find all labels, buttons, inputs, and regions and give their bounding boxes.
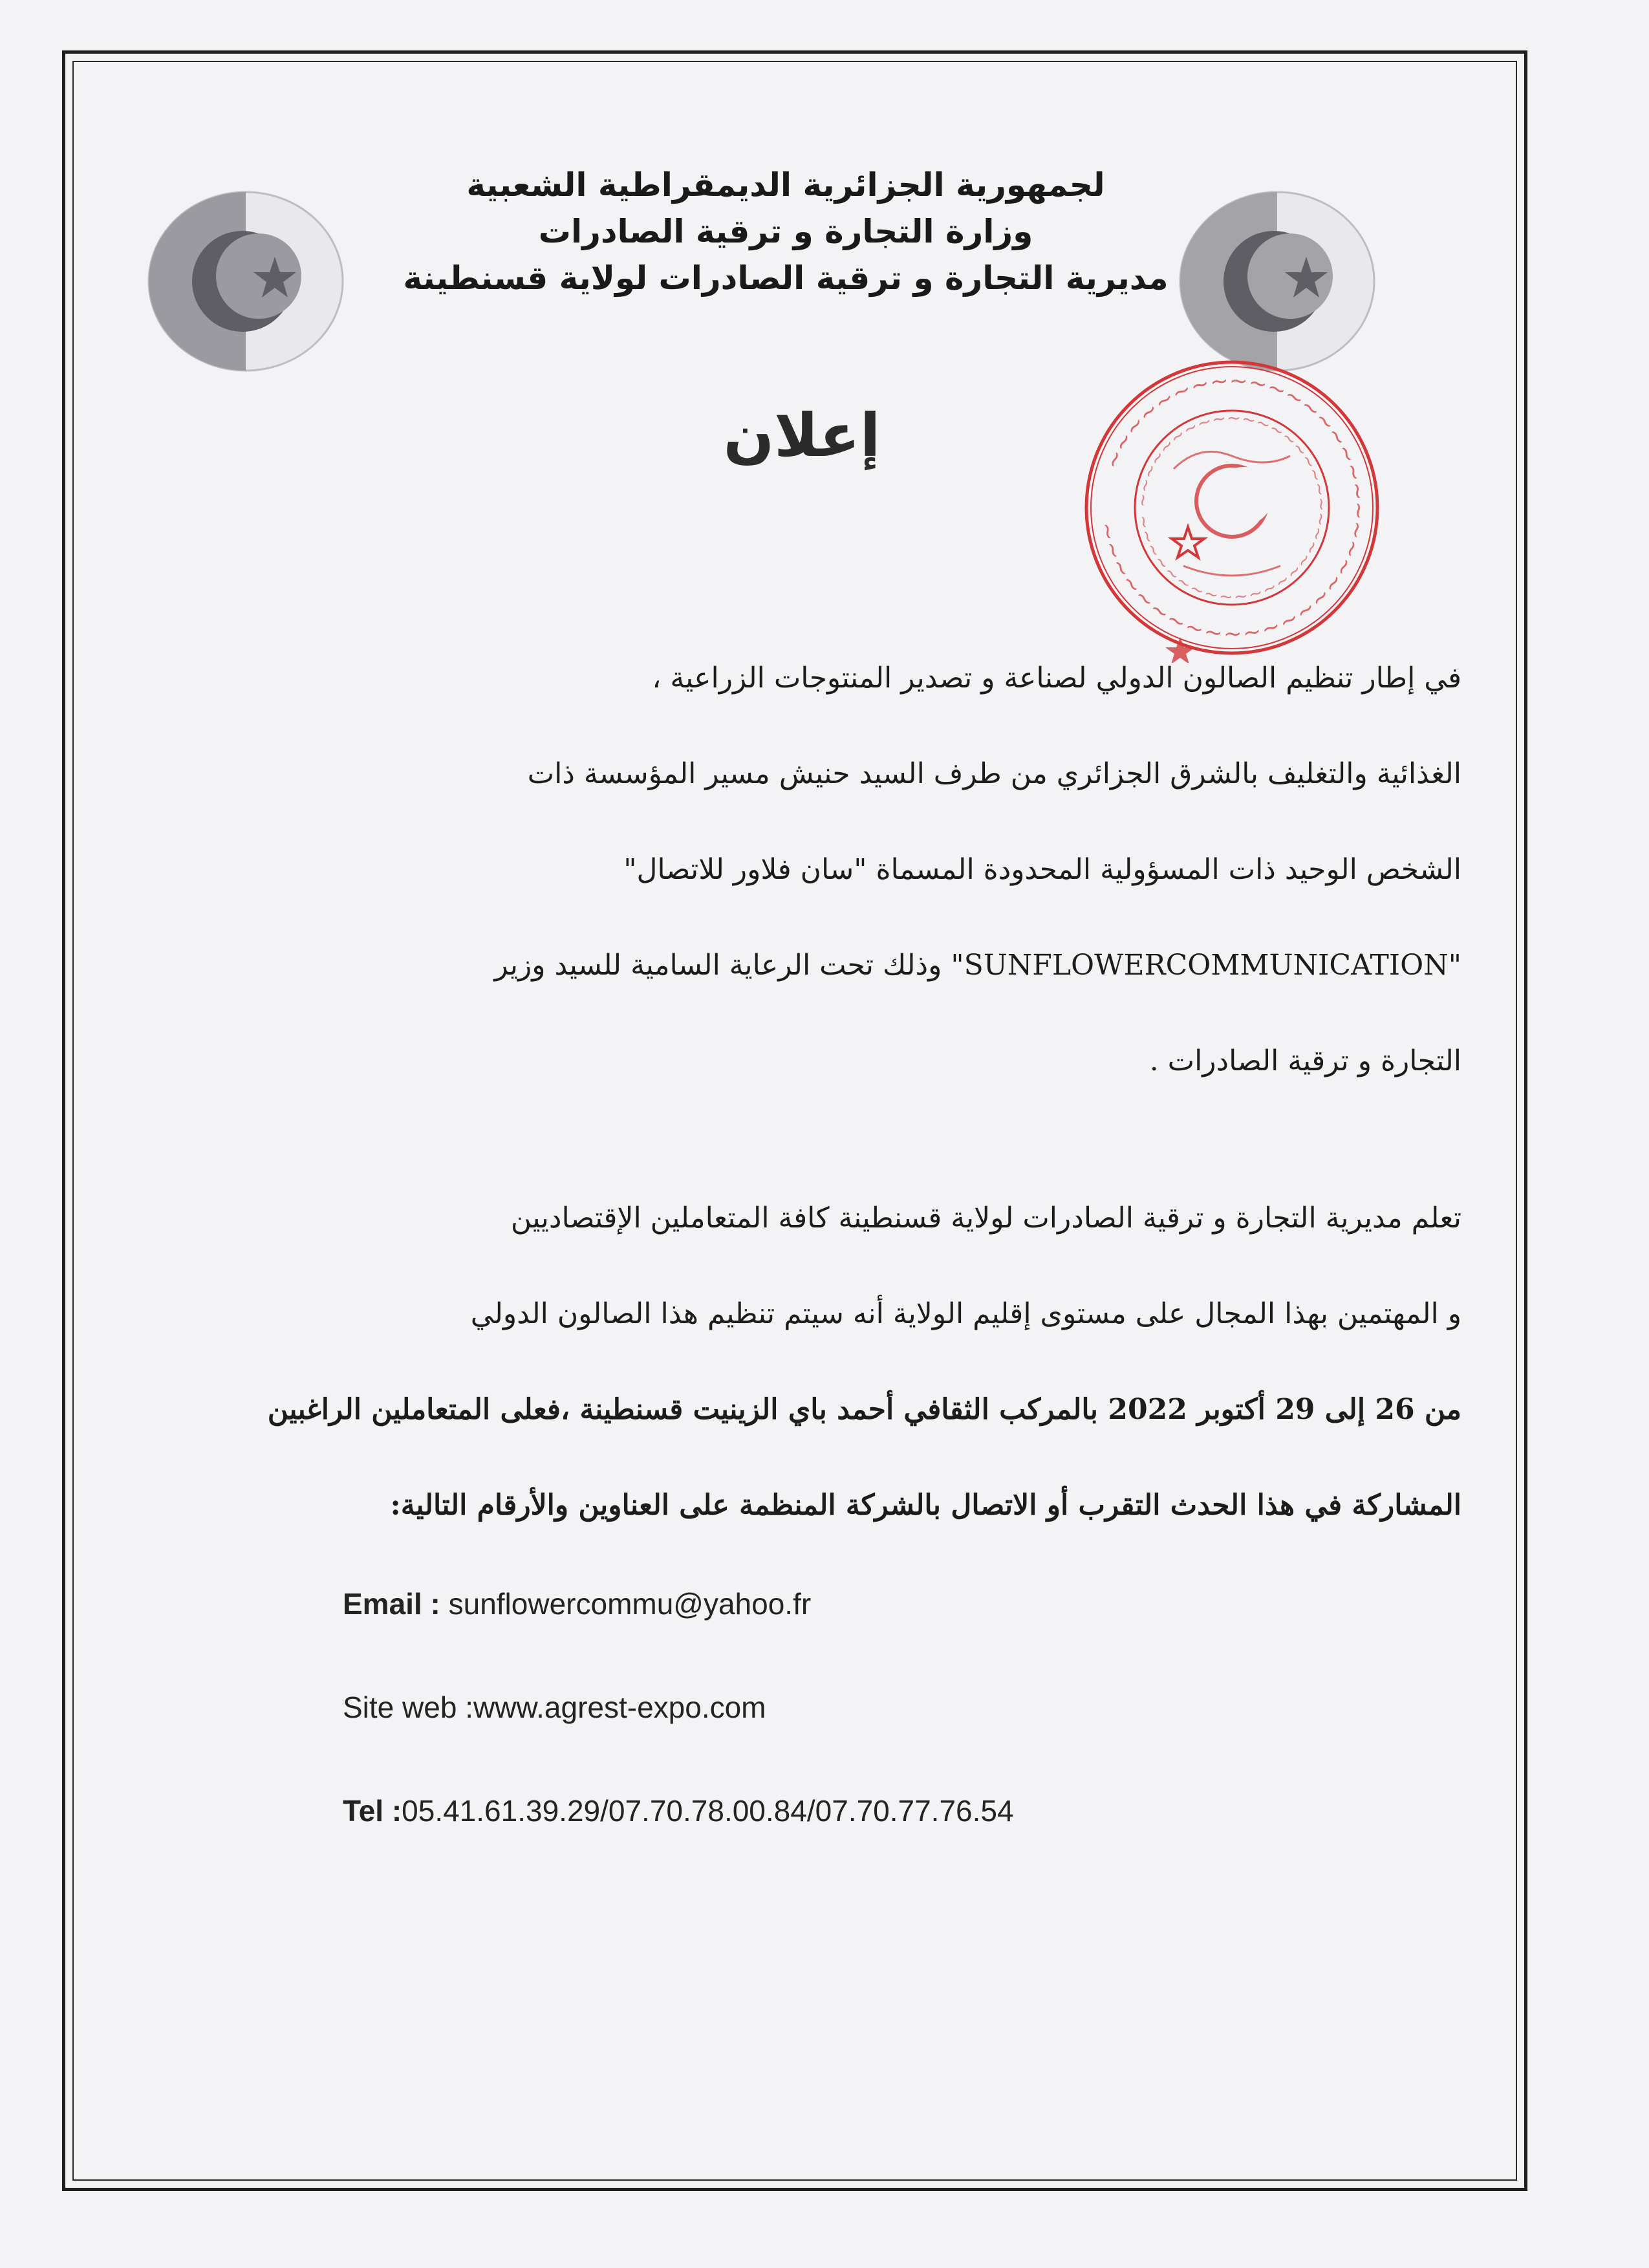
email-row — [343, 1584, 1313, 1688]
email-label: Email : — [343, 1587, 449, 1621]
paragraph-line: في إطار تنظيم الصالون الدولي لصناعة و تصدير المنتوجات الزراعية ، — [652, 662, 1461, 695]
contact-block — [343, 1584, 1313, 1895]
svg-text:~~~~~~~~~~~~~~~~~~~~~~~~~~~~~~: ~~~~~~~~~~~~~~~~~~~~~~~~~~~~~~~~~~~~~~ — [1093, 367, 1372, 648]
website-row — [343, 1688, 1313, 1791]
header-directorate: مديرية التجارة و ترقية الصادرات لولاية قسنطينة — [403, 259, 1169, 297]
official-stamp-seal — [1077, 352, 1387, 663]
crescent-star-emblem-right-icon — [1170, 184, 1384, 378]
phone-value: 05.41.61.39.29/07.70.78.00.84/07.70.77.76.54 — [402, 1794, 1014, 1828]
paragraph-line: و المهتمين بهذا المجال على مستوى إقليم الولاية أنه سيتم تنظيم هذا الصالون الدولي — [470, 1297, 1461, 1330]
phone-row — [343, 1791, 1313, 1895]
paragraph-line: "SUNFLOWERCOMMUNICATION" وذلك تحت الرعاية السامية للسيد وزير — [494, 949, 1461, 982]
phone-label: Tel : — [343, 1794, 402, 1828]
paragraph-line: الغذائية والتغليف بالشرق الجزائري من طرف السيد حنيش مسير المؤسسة ذات — [527, 757, 1461, 790]
paragraph-line: من 26 إلى 29 أكتوبر 2022 بالمركب الثقافي أحمد باي الزينيت قسنطينة ،فعلى المتعاملين الراغبين — [267, 1393, 1461, 1426]
letterhead — [388, 162, 1183, 301]
crescent-star-emblem-left-icon — [139, 184, 352, 378]
paragraph-line: تعلم مديرية التجارة و ترقية الصادرات لولاية قسنطينة كافة المتعاملين الإقتصاديين — [510, 1202, 1461, 1235]
header-republic: لجمهورية الجزائرية الديمقراطية الشعبية — [466, 166, 1105, 204]
paragraph-line: المشاركة في هذا الحدث التقرب أو الاتصال بالشركة المنظمة على العناوين والأرقام التالية: — [390, 1489, 1461, 1522]
header-ministry: وزارة التجارة و ترقية الصادرات — [538, 213, 1033, 250]
paragraph-line: التجارة و ترقية الصادرات . — [1149, 1044, 1461, 1077]
paragraph-line: الشخص الوحيد ذات المسؤولية المحدودة المسماة "سان فلاور للاتصال" — [623, 853, 1461, 886]
website-label: Site web : — [343, 1690, 473, 1724]
svg-text:~~~~~~~~~~~~~~~~~~~~~~~~~~~~~~: ~~~~~~~~~~~~~~~~~~~~~~~~~~~~~~~~~~~~~ — [1132, 408, 1331, 607]
website-value: www.agrest-expo.com — [473, 1690, 766, 1724]
announcement-paragraph-1 — [129, 631, 1461, 1109]
email-value: sunflowercommu@yahoo.fr — [448, 1587, 812, 1621]
announcement-paragraph-2 — [129, 1171, 1461, 1553]
announcement-title: إعلان — [723, 401, 881, 470]
